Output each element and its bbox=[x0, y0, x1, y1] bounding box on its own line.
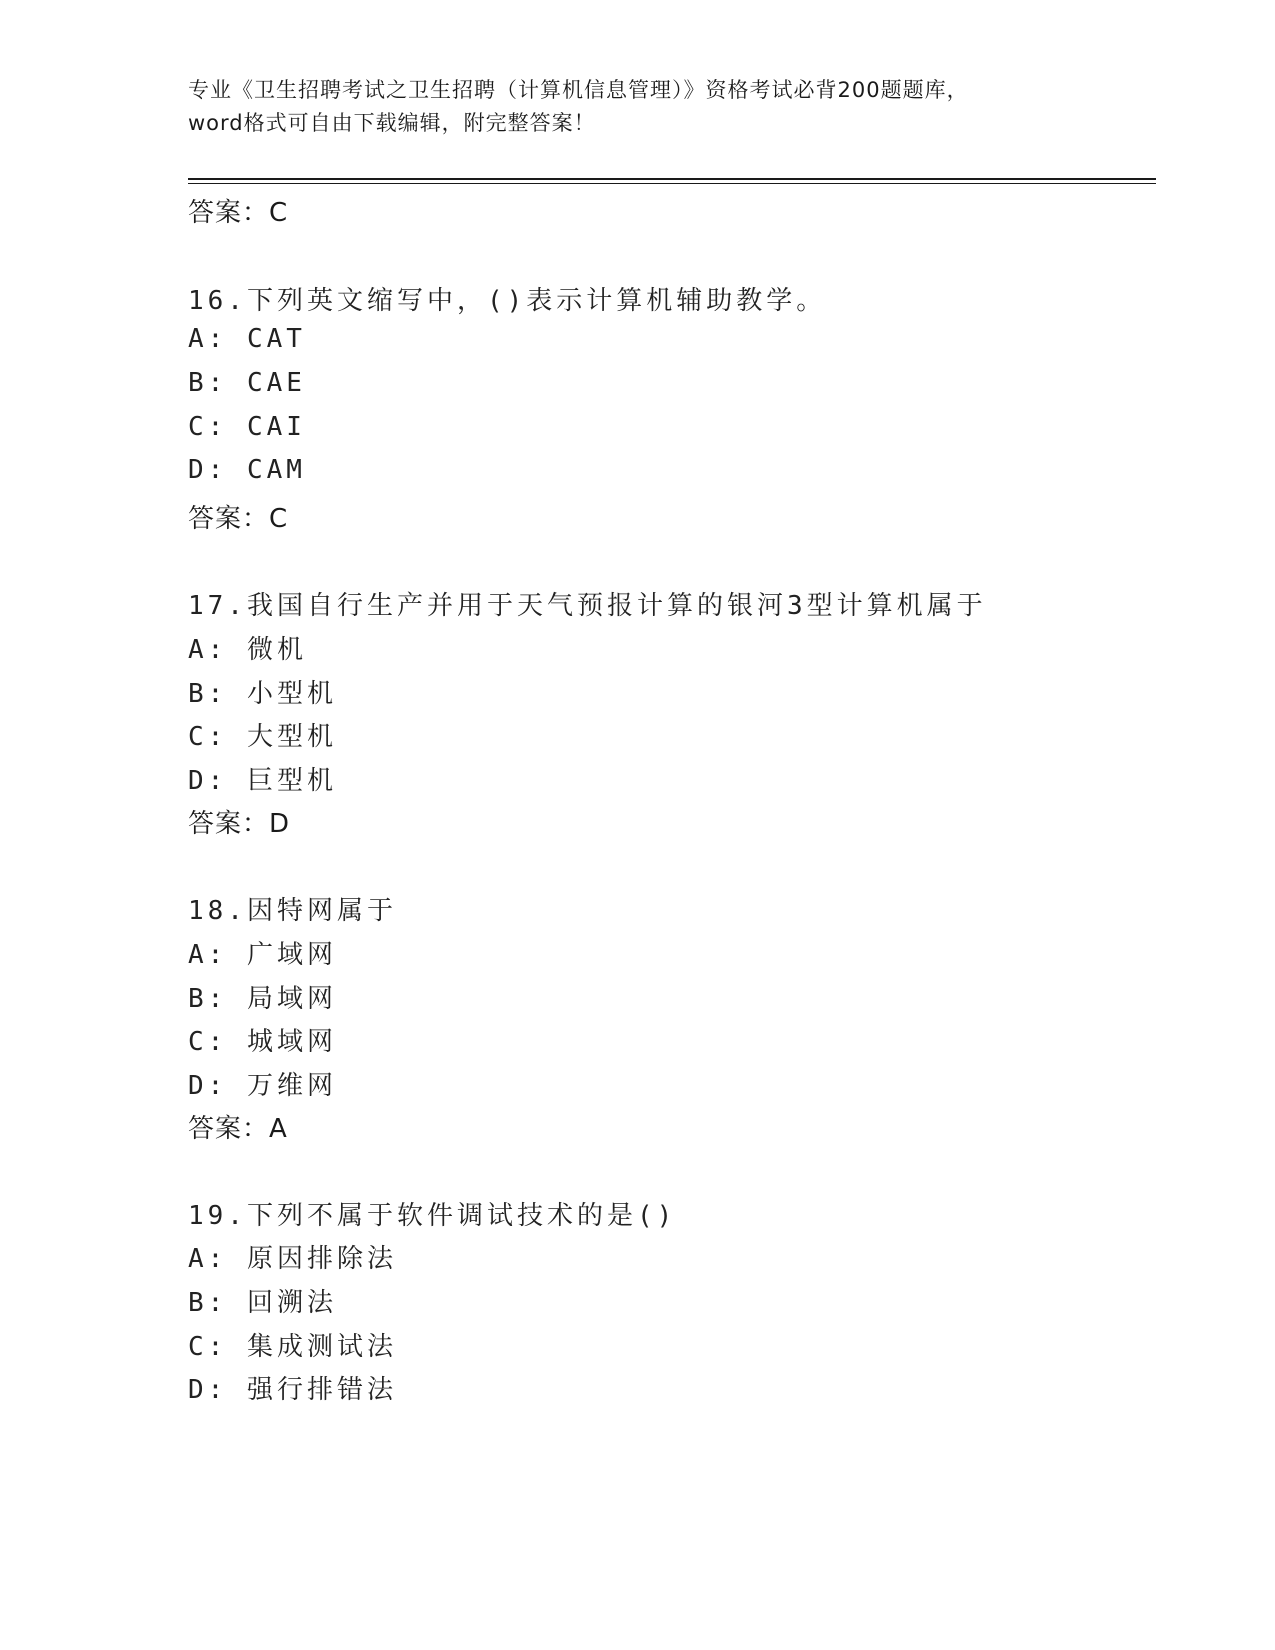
question-17-answer: 答案：D bbox=[188, 809, 291, 839]
document-header bbox=[188, 74, 1088, 140]
question-18-option-b: B: 局域网 bbox=[188, 984, 337, 1014]
header-line-2: word格式可自由下载编辑，附完整答案！ bbox=[188, 111, 596, 135]
question-16-answer: 答案：C bbox=[188, 504, 289, 534]
answer-label: 答案：C bbox=[188, 198, 289, 228]
question-18-option-c: C: 城域网 bbox=[188, 1027, 337, 1057]
question-16-option-a: A: CAT bbox=[188, 324, 306, 354]
question-17-stem: 17.我国自行生产并用于天气预报计算的银河3型计算机属于 bbox=[188, 591, 987, 621]
question-18-answer: 答案：A bbox=[188, 1114, 288, 1144]
question-16-option-c: C: CAI bbox=[188, 412, 306, 442]
question-19-option-c: C: 集成测试法 bbox=[188, 1332, 397, 1362]
question-18-option-d: D: 万维网 bbox=[188, 1071, 337, 1101]
question-17-option-c: C: 大型机 bbox=[188, 722, 337, 752]
question-17-option-b: B: 小型机 bbox=[188, 679, 337, 709]
question-18-stem: 18.因特网属于 bbox=[188, 896, 397, 926]
question-16-option-b: B: CAE bbox=[188, 368, 306, 398]
question-18-option-a: A: 广域网 bbox=[188, 940, 337, 970]
question-19-option-b: B: 回溯法 bbox=[188, 1288, 337, 1318]
header-rule-bottom bbox=[188, 183, 1156, 184]
question-16-option-d: D: CAM bbox=[188, 455, 306, 485]
question-19-option-a: A: 原因排除法 bbox=[188, 1244, 397, 1274]
question-16-stem: 16.下列英文缩写中，()表示计算机辅助教学。 bbox=[188, 286, 827, 316]
question-17-option-d: D: 巨型机 bbox=[188, 766, 337, 796]
question-19-option-d: D: 强行排错法 bbox=[188, 1375, 397, 1405]
question-19-stem: 19.下列不属于软件调试技术的是() bbox=[188, 1201, 677, 1231]
question-17-option-a: A: 微机 bbox=[188, 635, 307, 665]
header-line-1: 专业《卫生招聘考试之卫生招聘（计算机信息管理）》资格考试必背200题题库， bbox=[188, 78, 969, 102]
header-rule-top bbox=[188, 178, 1156, 180]
